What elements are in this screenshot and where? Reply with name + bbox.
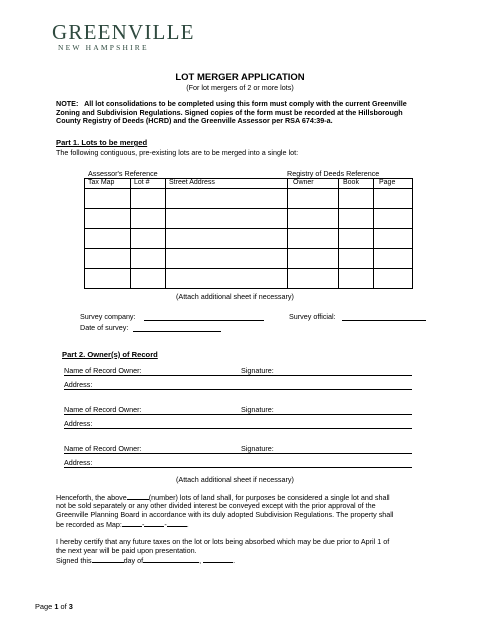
map-field[interactable]	[122, 519, 142, 527]
page-label: Page	[35, 602, 53, 611]
note-label: NOTE:	[56, 99, 79, 108]
owner-address-label: Address:	[64, 419, 93, 428]
recorded-as-map-label: be recorded as Map:	[56, 520, 122, 529]
col-tax-map: Tax Map	[88, 179, 115, 186]
owner-signature-label: Signature:	[241, 366, 274, 375]
table-row[interactable]	[85, 229, 413, 249]
table-cell[interactable]	[131, 229, 166, 249]
survey-company-field[interactable]	[144, 320, 264, 321]
tax-certification-line2: the next year will be paid upon presentation.	[56, 546, 197, 555]
date-of-survey-label: Date of survey:	[80, 323, 129, 332]
owner-name-label: Name of Record Owner:	[64, 405, 142, 414]
col-lot-number: Lot #	[134, 179, 150, 186]
owner-name-label: Name of Record Owner:	[64, 366, 142, 375]
table-row[interactable]	[85, 209, 413, 229]
table-cell[interactable]	[288, 229, 339, 249]
merger-statement-line4: be recorded as Map: - - .	[56, 520, 189, 529]
date-of-survey-field[interactable]	[133, 331, 221, 332]
owner-name-signature-line[interactable]	[64, 375, 412, 376]
owner-address-line[interactable]	[64, 428, 412, 429]
survey-official-field[interactable]	[342, 320, 426, 321]
form-subtitle: (For lot mergers of 2 or more lots)	[186, 83, 294, 92]
part1-intro: The following contiguous, pre-existing lots are to be merged into a single lot:	[56, 148, 299, 157]
sublot-field[interactable]	[167, 519, 187, 527]
attach-note-part1: (Attach additional sheet if necessary)	[176, 292, 294, 301]
owner-signature-label: Signature:	[241, 444, 274, 453]
table-cell[interactable]	[374, 209, 413, 229]
table-cell[interactable]	[166, 209, 288, 229]
attach-note-part2: (Attach additional sheet if necessary)	[176, 475, 294, 484]
signed-year-field[interactable]	[203, 555, 233, 563]
merger-statement-line3: Greenville Planning Board in accordance with its duly adopted Subdivision Regulations. The property shall	[56, 510, 394, 519]
page-total: 3	[68, 602, 73, 611]
signed-day-field[interactable]	[92, 555, 124, 563]
form-title: LOT MERGER APPLICATION	[175, 72, 305, 83]
table-cell[interactable]	[166, 229, 288, 249]
survey-company-label: Survey company:	[80, 312, 136, 321]
table-cell[interactable]	[288, 269, 339, 289]
survey-official-label: Survey official:	[289, 312, 336, 321]
note-paragraph	[56, 100, 426, 126]
lots-header-row	[85, 179, 413, 189]
lot-field[interactable]	[144, 519, 164, 527]
registry-reference-label: Registry of Deeds Reference	[287, 169, 380, 178]
table-cell[interactable]	[85, 209, 131, 229]
table-cell[interactable]	[166, 269, 288, 289]
signed-this-label: Signed this	[56, 556, 92, 565]
owner-address-label: Address:	[64, 380, 93, 389]
logo-subtitle: NEW HAMPSHIRE	[58, 43, 149, 52]
note-text: All lot consolidations to be completed using this form must comply with the current Greenville Zoning and Subdivision Regulations. Signed copies of the form must be recorded at the Hillsborough County Registry of Deeds (HCRD) and the Greenville Assessor per RSA 674:39-a.	[56, 99, 407, 126]
table-cell[interactable]	[166, 249, 288, 269]
table-cell[interactable]	[374, 189, 413, 209]
table-cell[interactable]	[131, 249, 166, 269]
signed-date-line: Signed this day of , .	[56, 556, 236, 565]
col-owner: Owner	[293, 179, 314, 186]
table-row[interactable]	[85, 269, 413, 289]
owner-name-label: Name of Record Owner:	[64, 444, 142, 453]
table-cell[interactable]	[339, 269, 374, 289]
table-cell[interactable]	[374, 249, 413, 269]
owner-address-line[interactable]	[64, 467, 412, 468]
col-street-address: Street Address	[169, 179, 215, 186]
assessor-reference-label: Assessor's Reference	[88, 169, 158, 178]
table-cell[interactable]	[85, 269, 131, 289]
table-cell[interactable]	[85, 229, 131, 249]
table-cell[interactable]	[339, 229, 374, 249]
owner-name-signature-line[interactable]	[64, 453, 412, 454]
table-cell[interactable]	[339, 209, 374, 229]
table-cell[interactable]	[131, 269, 166, 289]
table-row[interactable]	[85, 189, 413, 209]
table-cell[interactable]	[85, 249, 131, 269]
table-row[interactable]	[85, 249, 413, 269]
table-cell[interactable]	[339, 189, 374, 209]
table-cell[interactable]	[131, 209, 166, 229]
table-cell[interactable]	[288, 249, 339, 269]
col-book: Book	[343, 179, 359, 186]
merger-statement-text-b: (number) lots of land shall, for purposes be considered a single lot and shall	[148, 493, 390, 502]
table-cell[interactable]	[374, 229, 413, 249]
logo-title: GREENVILLE	[52, 20, 195, 44]
page-number	[35, 602, 73, 611]
table-cell[interactable]	[85, 189, 131, 209]
page-current: 1	[54, 602, 59, 611]
tax-certification-line1: I hereby certify that any future taxes on the lot or lots being absorbed which may be due prior to April 1 of	[56, 537, 390, 546]
owner-address-label: Address:	[64, 458, 93, 467]
table-cell[interactable]	[288, 209, 339, 229]
part2-heading: Part 2. Owner(s) of Record	[62, 350, 158, 359]
merger-statement-text-a: Henceforth, the above	[56, 493, 127, 502]
signed-comma: ,	[199, 556, 202, 565]
table-cell[interactable]	[131, 189, 166, 209]
owner-name-signature-line[interactable]	[64, 414, 412, 415]
lot-count-field[interactable]	[127, 492, 149, 500]
part1-heading: Part 1. Lots to be merged	[56, 138, 148, 147]
table-cell[interactable]	[339, 249, 374, 269]
owner-address-line[interactable]	[64, 389, 412, 390]
col-page: Page	[379, 179, 396, 186]
table-cell[interactable]	[374, 269, 413, 289]
signed-month-field[interactable]	[143, 555, 202, 565]
page-of-label: of	[60, 602, 67, 611]
day-of-label: day of	[123, 556, 144, 565]
table-cell[interactable]	[166, 189, 288, 209]
table-cell[interactable]	[288, 189, 339, 209]
owner-signature-label: Signature:	[241, 405, 274, 414]
lots-table	[84, 178, 413, 289]
merger-statement-line2: not be sold separately or any other divided interest be conveyed except with the prior approval of the	[56, 501, 376, 510]
